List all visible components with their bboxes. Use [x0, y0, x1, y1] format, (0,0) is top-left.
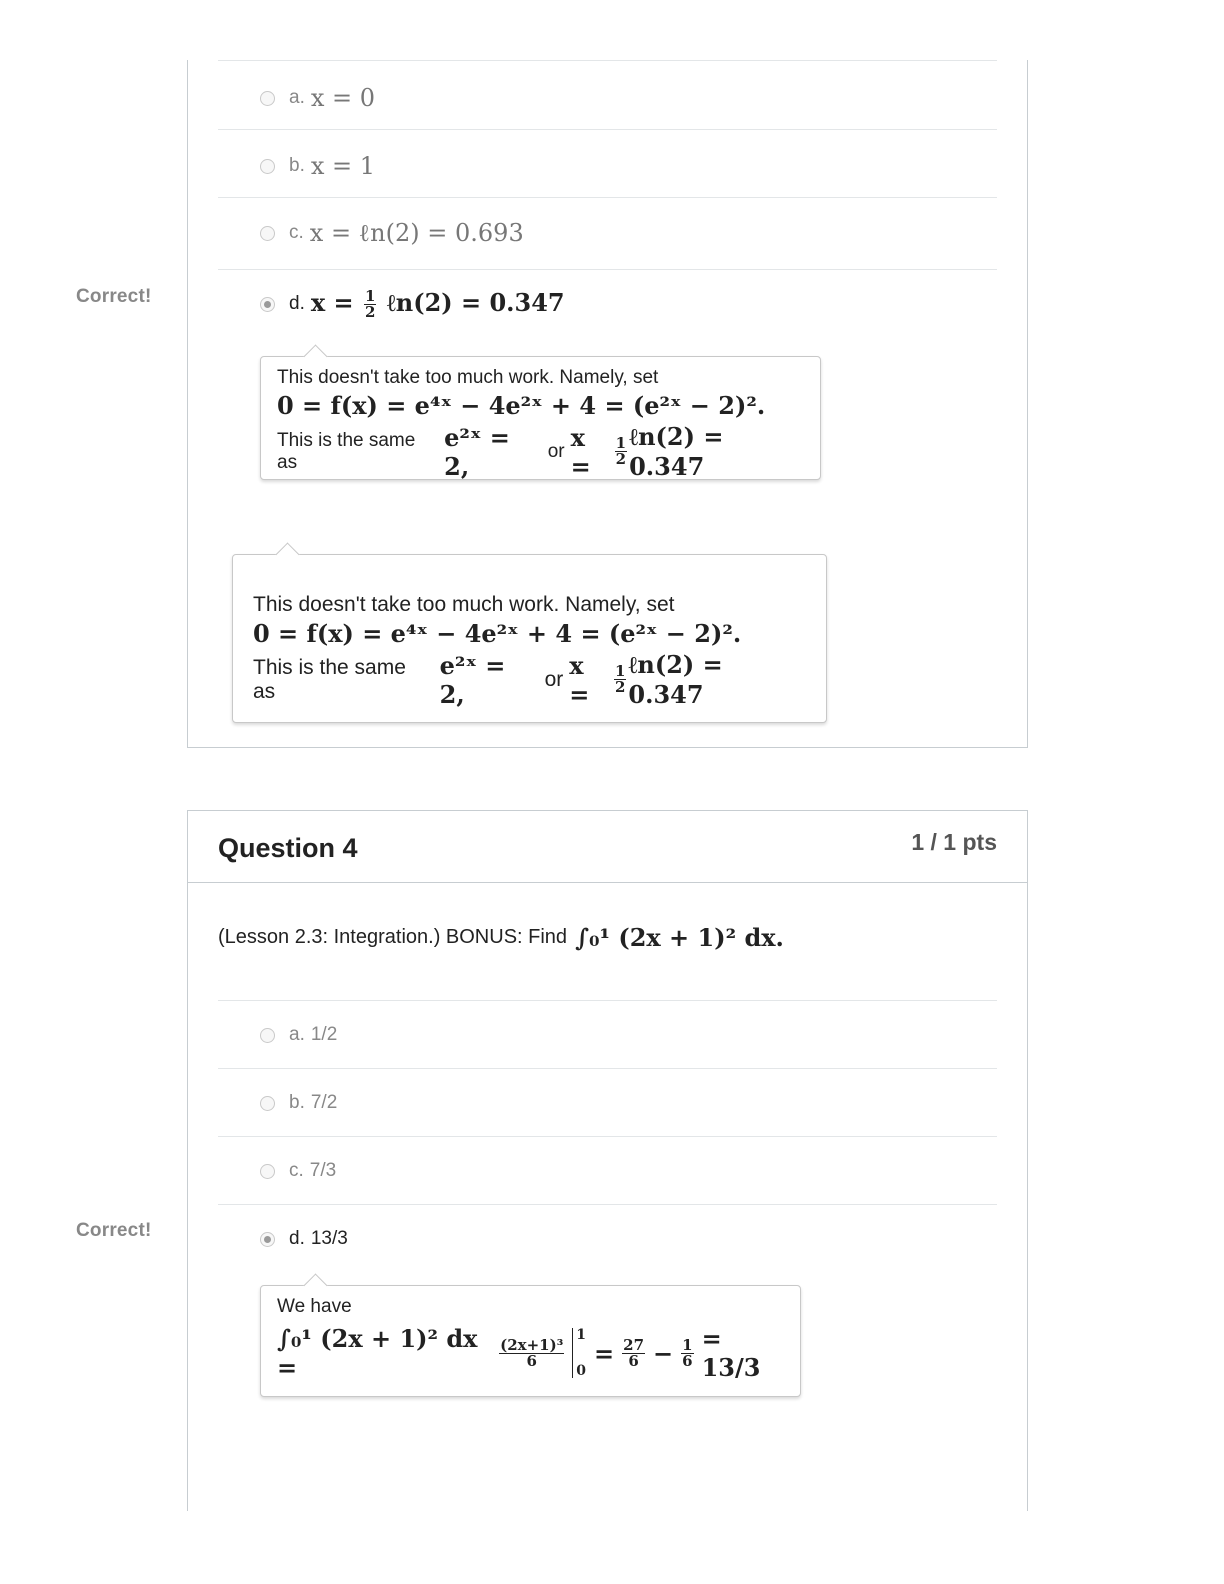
radio-button-selected[interactable] — [260, 1232, 275, 1247]
answer-expression: x = $\frac{1}{2}$ ℓn(2) = 0.347 — [310, 287, 565, 321]
radio-button[interactable] — [260, 159, 275, 174]
radio-button[interactable] — [260, 226, 275, 241]
feedback-line: This is the same as e²ˣ = 2, or x = $\frac{1}{2}$ ℓn(2) = 0.347 — [277, 422, 724, 481]
divider — [218, 1204, 997, 1205]
answer-expression: x = ℓn(2) = 0.693 — [309, 218, 524, 247]
divider — [218, 1068, 997, 1069]
feedback-text: This doesn't take too much work. Namely, set — [253, 593, 675, 616]
answer-option-b[interactable]: b. x = 1 — [260, 150, 375, 182]
correct-label: Correct! — [76, 286, 152, 307]
correct-label: Correct! — [76, 1220, 152, 1241]
question-feedback-bubble — [232, 554, 827, 723]
answer-feedback-bubble — [260, 1285, 801, 1397]
feedback-equation: 0 = f(x) = e⁴ˣ − 4e²ˣ + 4 = (e²ˣ − 2)². — [277, 391, 766, 420]
radio-button[interactable] — [260, 1164, 275, 1179]
divider — [218, 129, 997, 130]
answer-feedback-bubble — [260, 356, 821, 480]
answer-option-c[interactable]: c. x = ℓn(2) = 0.693 — [260, 217, 524, 249]
feedback-equation: 0 = f(x) = e⁴ˣ − 4e²ˣ + 4 = (e²ˣ − 2)². — [253, 619, 742, 648]
header-divider — [188, 882, 1027, 883]
answer-option-b[interactable]: b. 7/2 — [260, 1087, 337, 1119]
question-prompt: (Lesson 2.3: Integration.) BONUS: Find ∫₀¹ (2x + 1)² dx. — [218, 923, 784, 952]
answer-expression: x = 0 — [310, 84, 376, 112]
answer-option-d[interactable]: d. x = $\frac{1}{2}$ ℓn(2) = 0.347 — [260, 288, 565, 320]
divider — [218, 1136, 997, 1137]
feedback-text: We have — [277, 1296, 352, 1317]
answer-expression: x = 1 — [310, 152, 376, 180]
radio-button-selected[interactable] — [260, 297, 275, 312]
divider — [218, 1000, 997, 1001]
question-3-card — [187, 60, 1028, 748]
divider — [218, 60, 997, 61]
answer-option-d[interactable]: d. 13/3 — [260, 1223, 348, 1255]
answer-option-a[interactable]: a. 1/2 — [260, 1019, 337, 1051]
divider — [218, 197, 997, 198]
feedback-line: This is the same as e²ˣ = 2, or x = $\frac{1}{2}$ ℓn(2) = 0.347 — [253, 650, 723, 709]
divider — [218, 269, 997, 270]
question-title: Question 4 — [218, 833, 358, 863]
question-4-card — [187, 810, 1028, 1511]
radio-button[interactable] — [260, 91, 275, 106]
question-points: 1 / 1 pts — [911, 829, 997, 855]
answer-option-c[interactable]: c. 7/3 — [260, 1155, 336, 1187]
feedback-text: This doesn't take too much work. Namely, set — [277, 367, 659, 388]
feedback-equation: ∫₀¹ (2x + 1)² dx = $\frac{\text{(2x+1)³}}{6}$ 1 0 = $\frac{27}{6}$ − $\frac{1}{6}$ = 13/3 — [277, 1324, 761, 1382]
radio-button[interactable] — [260, 1096, 275, 1111]
answer-option-a[interactable]: a. x = 0 — [260, 82, 375, 114]
radio-button[interactable] — [260, 1028, 275, 1043]
